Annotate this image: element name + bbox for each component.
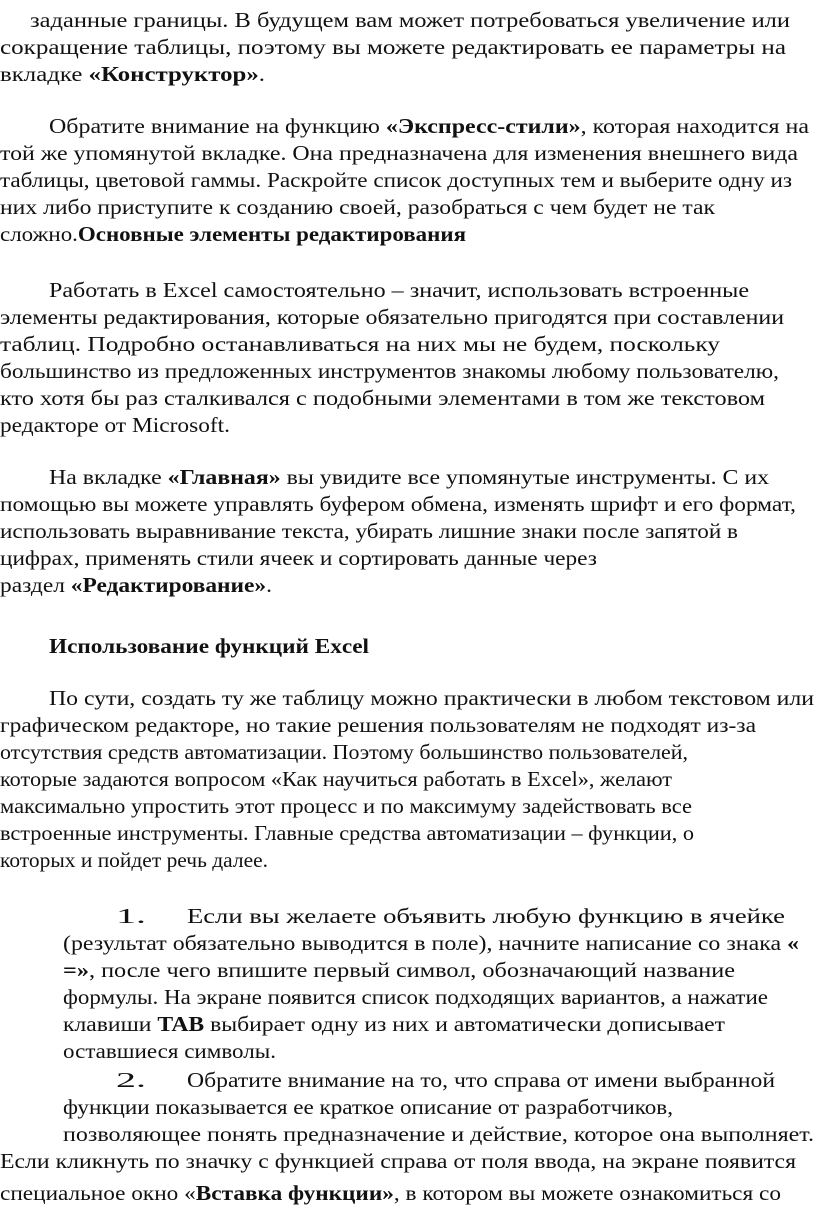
text-line	[187, 902, 785, 930]
text-run: (результат обязательно выводится в поле), начните написание со знака	[63, 931, 788, 955]
text-line	[0, 517, 738, 545]
text-run: редакторе от Microsoft.	[0, 413, 231, 437]
text-line	[0, 220, 466, 248]
text-line	[63, 1010, 725, 1038]
text-run: раздел	[0, 573, 71, 597]
text-run: максимально упростить этот процесс и по максимуму задействовать все	[0, 794, 693, 818]
text-line	[63, 983, 768, 1011]
text-run: кто хотя бы раз сталкивался с подобными элементами в том же текстовом	[0, 386, 765, 410]
text-run: выбирает одну из них и автоматически дописывает	[204, 1012, 726, 1036]
text-run: встроенные инструменты. Главные средства автоматизации – функции, о	[0, 821, 694, 845]
text-run: заданные границы. В будущем вам может потребоваться увеличение или	[30, 8, 791, 32]
bold-text-run: Основные элементы редактирования	[77, 222, 466, 246]
bold-text-run: «	[787, 931, 799, 955]
text-line	[0, 384, 765, 412]
bold-text-run: TAB	[157, 1012, 205, 1036]
text-line	[30, 6, 790, 34]
text-run: , после чего впишите первый символ, обозначающий название	[88, 958, 735, 982]
text-line	[0, 166, 792, 194]
text-line	[0, 411, 230, 439]
text-run: большинство из предложенных инструментов знакомы любому пользователю,	[0, 359, 779, 383]
text-run: той же упомянутой вкладке. Она предназначена для изменения внешнего вида	[0, 141, 798, 165]
text-run: них либо приступите к созданию своей, разобраться с чем будет не так	[0, 195, 715, 219]
text-line	[63, 956, 735, 984]
text-run: отсутствия средств автоматизации. Поэтому большинство пользователей,	[0, 740, 688, 764]
text-run: Если кликнуть по значку с функцией справа от поля ввода, на экране появится	[0, 1149, 796, 1173]
text-run: Работать в Excel самостоятельно – значит, использовать встроенные	[49, 278, 749, 302]
text-line	[0, 490, 796, 518]
text-line	[0, 571, 272, 599]
text-line	[0, 1179, 781, 1207]
text-line	[0, 330, 720, 358]
text-line	[0, 139, 798, 167]
text-run: сложно.	[0, 222, 78, 246]
text-run: , в котором вы можете ознакомиться со	[393, 1181, 781, 1205]
text-line	[187, 1066, 775, 1094]
text-line	[0, 33, 786, 61]
text-run: .	[258, 62, 265, 86]
text-line	[63, 1120, 814, 1148]
text-run: которые задаются вопросом «Как научиться работать в Excel», желают	[0, 767, 672, 791]
text-run: 2.	[116, 1068, 146, 1092]
text-line	[49, 684, 814, 712]
text-run: таблицы, цветовой гаммы. Раскройте список доступных тем и выберите одну из	[0, 168, 792, 192]
text-run: клавиши	[63, 1012, 158, 1036]
text-run: помощью вы можете управлять буфером обмена, изменять шрифт и его формат,	[0, 492, 796, 516]
text-line	[49, 632, 369, 660]
text-line	[0, 738, 688, 766]
text-run: оставшиеся символы.	[63, 1039, 276, 1063]
text-run: которых и пойдет речь далее.	[0, 848, 268, 872]
text-line	[63, 1037, 276, 1065]
text-run: .	[266, 573, 272, 597]
bold-text-run: «Главная»	[167, 465, 281, 489]
text-run: На вкладке	[49, 465, 168, 489]
text-run: таблиц. Подробно останавливаться на них мы не будем, поскольку	[0, 332, 720, 356]
bold-text-run: «Конструктор»	[88, 62, 259, 86]
text-line	[0, 792, 692, 820]
text-line	[116, 1066, 146, 1094]
text-line	[0, 1147, 796, 1175]
text-run: формулы. На экране появится список подходящих вариантов, а нажатие	[63, 985, 768, 1009]
text-run: специальное окно «	[0, 1181, 196, 1205]
text-line	[0, 193, 715, 221]
text-line	[49, 276, 749, 304]
text-line	[63, 1093, 673, 1121]
text-line	[0, 303, 784, 331]
text-line	[0, 544, 597, 572]
text-line	[0, 846, 268, 874]
text-run: элементы редактирования, которые обязательно пригодятся при составлении	[0, 305, 784, 329]
bold-text-run: Вставка функции»	[195, 1181, 394, 1205]
bold-text-run: Использование функций Excel	[49, 634, 369, 658]
text-line	[63, 929, 799, 957]
bold-text-run: «Экспресс-стили»	[385, 114, 581, 138]
text-run: графическом редакторе, но такие решения пользователям не подходят из-за	[0, 713, 756, 737]
bold-text-run: «Редактирование»	[70, 573, 267, 597]
text-run: Если вы желаете объявить любую функцию в ячейке	[187, 904, 785, 928]
text-line	[116, 902, 146, 930]
bold-text-run: =»	[63, 958, 89, 982]
text-run: , которая находится на	[580, 114, 809, 138]
text-run: Обратите внимание на то, что справа от имени выбранной	[187, 1068, 775, 1092]
text-run: цифрах, применять стили ячеек и сортировать данные через	[0, 546, 597, 570]
text-line	[0, 819, 694, 847]
text-run: вы увидите все упомянутые инструменты. С их	[280, 465, 769, 489]
text-run: По сути, создать ту же таблицу можно практически в любом текстовом или	[49, 686, 814, 710]
text-line	[49, 463, 769, 491]
text-run: функции показывается ее краткое описание от разработчиков,	[63, 1095, 674, 1119]
text-run: сокращение таблицы, поэтому вы можете редактировать ее параметры на	[0, 35, 786, 59]
text-run: позволяющее понять предназначение и действие, которое она выполняет.	[63, 1122, 814, 1146]
text-line	[0, 765, 672, 793]
text-run: использовать выравнивание текста, убирать лишние знаки после запятой в	[0, 519, 738, 543]
text-run: 1.	[116, 904, 146, 928]
text-run: вкладке	[0, 62, 89, 86]
text-line	[0, 60, 265, 88]
text-line	[0, 711, 756, 739]
text-line	[0, 357, 779, 385]
text-line	[49, 112, 809, 140]
text-run: Обратите внимание на функцию	[49, 114, 386, 138]
